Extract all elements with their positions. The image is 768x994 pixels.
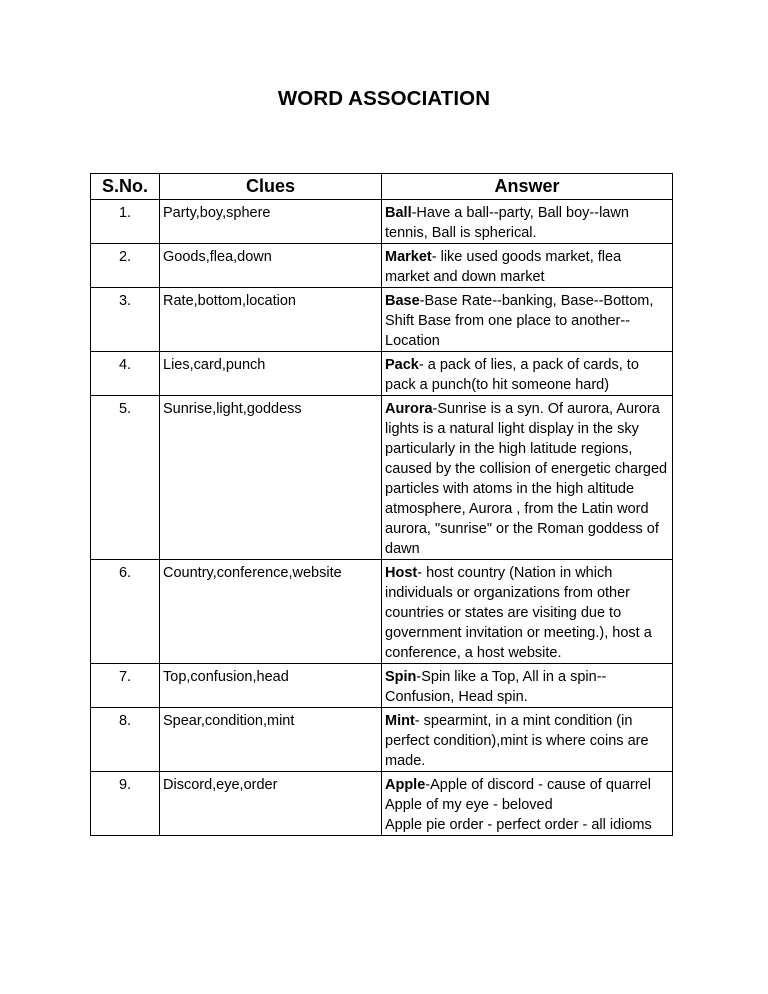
table-row (91, 560, 673, 664)
answer-text: Apple pie order - perfect order - all idioms (385, 817, 652, 833)
row-number: 2. (91, 244, 160, 288)
row-clues: Top,confusion,head (160, 664, 382, 708)
table-row (91, 708, 673, 772)
answer-keyword: Aurora (385, 401, 433, 417)
row-clues: Discord,eye,order (160, 772, 382, 836)
row-number: 7. (91, 664, 160, 708)
row-clues: Goods,flea,down (160, 244, 382, 288)
answer-keyword: Market (385, 249, 432, 265)
answer-text: -Apple of discord - cause of quarrel (425, 777, 651, 793)
row-answer (382, 560, 673, 664)
answer-text: - host country (Nation in which individuals or organizations from other countries or states are visiting due to government invitation or meeting.), host a conference, a host website. (385, 565, 652, 661)
answer-text: -Base Rate--banking, Base--Bottom, Shift Base from one place to another--Location (385, 293, 654, 349)
row-number: 5. (91, 396, 160, 560)
answer-text: - like used goods market, flea market and down market (385, 249, 622, 285)
row-number: 3. (91, 288, 160, 352)
row-clues: Lies,card,punch (160, 352, 382, 396)
table-row (91, 664, 673, 708)
table-row (91, 244, 673, 288)
answer-keyword: Mint (385, 713, 415, 729)
row-answer (382, 664, 673, 708)
table-row (91, 288, 673, 352)
row-number: 8. (91, 708, 160, 772)
answer-keyword: Apple (385, 777, 426, 793)
row-answer (382, 288, 673, 352)
table-row (91, 396, 673, 560)
answer-text: -Spin like a Top, All in a spin--Confusion, Head spin. (385, 669, 607, 705)
header-answer: Answer (382, 174, 673, 200)
row-number: 4. (91, 352, 160, 396)
row-answer (382, 396, 673, 560)
table-body (91, 200, 673, 836)
answer-keyword: Pack (385, 357, 419, 373)
answer-text: - spearmint, in a mint condition (in perfect condition),mint is where coins are made. (385, 713, 649, 769)
table-row (91, 772, 673, 836)
row-clues: Sunrise,light,goddess (160, 396, 382, 560)
answer-keyword: Base (385, 293, 420, 309)
word-association-table (90, 173, 673, 836)
answer-keyword: Ball (385, 205, 412, 221)
row-answer (382, 244, 673, 288)
row-clues: Spear,condition,mint (160, 708, 382, 772)
table-row (91, 200, 673, 244)
answer-keyword: Host (385, 565, 418, 581)
row-clues: Party,boy,sphere (160, 200, 382, 244)
row-clues: Rate,bottom,location (160, 288, 382, 352)
page-title: WORD ASSOCIATION (277, 87, 491, 110)
row-answer (382, 200, 673, 244)
row-answer (382, 772, 673, 836)
row-answer (382, 352, 673, 396)
answer-keyword: Spin (385, 669, 417, 685)
row-number: 9. (91, 772, 160, 836)
header-sno: S.No. (91, 174, 160, 200)
answer-text: Apple of my eye - beloved (385, 797, 553, 813)
answer-text: - a pack of lies, a pack of cards, to pack a punch(to hit someone hard) (385, 357, 639, 393)
row-number: 6. (91, 560, 160, 664)
row-clues: Country,conference,website (160, 560, 382, 664)
header-clues: Clues (160, 174, 382, 200)
row-number: 1. (91, 200, 160, 244)
answer-text: -Sunrise is a syn. Of aurora, Aurora lights is a natural light display in the sky particularly in the high latitude regions, caused by the collision of energetic charged particles with atoms in the high altitude atmosphere, Aurora , from the Latin word aurora, "sunrise" or the Roman goddess of dawn (385, 401, 668, 557)
table-header-row (91, 174, 673, 200)
answer-text: -Have a ball--party, Ball boy--lawn tennis, Ball is spherical. (385, 205, 629, 241)
table-row (91, 352, 673, 396)
row-answer (382, 708, 673, 772)
